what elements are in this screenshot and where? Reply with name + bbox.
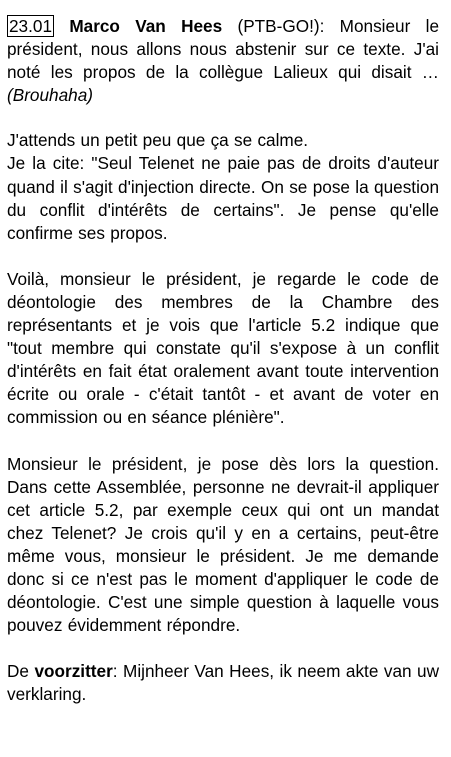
speaker-party: (PTB-GO!): xyxy=(237,16,325,36)
intervention-text: Monsieur le président, nous allons nous abstenir sur ce texte. J'ai noté les propos de la collègue Lalieux qui disait … xyxy=(7,16,439,83)
paragraph-calm: J'attends un petit peu que ça se calme. xyxy=(7,130,309,151)
chair-response xyxy=(7,660,439,706)
chair-speaker: voorzitter xyxy=(34,661,113,682)
interjection: (Brouhaha) xyxy=(7,85,93,106)
intervention-number: 23.01 xyxy=(9,16,53,36)
document-body xyxy=(7,15,439,729)
chair-prefix: De xyxy=(7,661,35,682)
speaker-name: Marco Van Hees xyxy=(69,16,223,36)
paragraph-quote: Je la cite: "Seul Telenet ne paie pas de droits d'auteur quand il s'agit d'injection directe. On se pose la question du conflit d'intérêts de certains". Je pense qu'elle confirme ses propos. xyxy=(7,153,439,243)
paragraph-deontology: Voilà, monsieur le président, je regarde le code de déontologie des membres de la Chambre des représentants et je vois que l'article 5.2 indique que "tout membre qui constate qu'il s'expose à un conflit d'intérêts en fait état oralement avant toute intervention écrite ou orale - c'était tantôt - et avant de voter en commission ou en séance plénière". xyxy=(7,268,439,428)
paragraph-question: Monsieur le président, je pose dès lors la question. Dans cette Assemblée, personne ne devrait-il appliquer cet article 5.2, par exemple ceux qui ont un mandat chez Telenet? Je crois qu'il y en a certains, peut-être même vous, monsieur le président. Je me demande donc si ce n'est pas le moment d'appliquer le code de déontologie. C'est une simple question à laquelle vous pouvez évidemment répondre. xyxy=(7,453,439,636)
intervention-van-hees xyxy=(7,15,439,107)
chair-text: : Mijnheer Van Hees, ik neem akte van uw verklaring. xyxy=(7,661,440,705)
